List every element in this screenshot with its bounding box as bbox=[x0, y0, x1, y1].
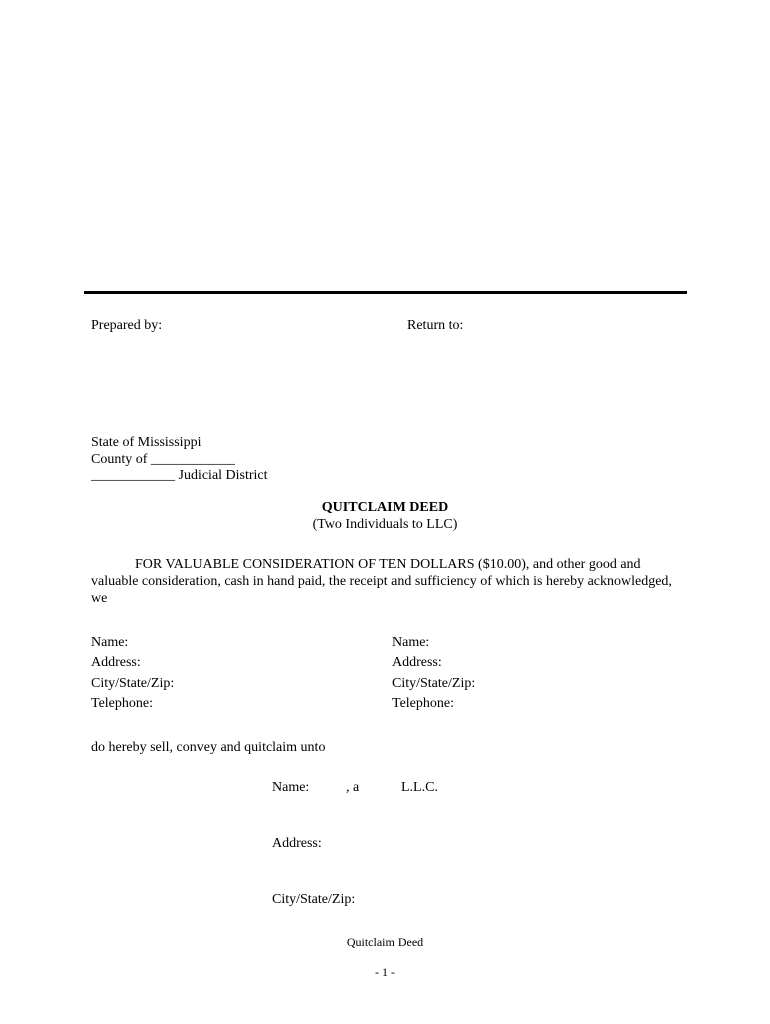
grantor2-address-label: Address: bbox=[392, 655, 442, 670]
grantor1-city-label: City/State/Zip: bbox=[91, 676, 175, 691]
top-rule bbox=[84, 291, 687, 294]
grantor1-name-label: Name: bbox=[91, 635, 129, 650]
grantor1-address-label: Address: bbox=[91, 655, 141, 670]
footer-document-title: Quitclaim Deed bbox=[346, 935, 424, 949]
footer-page-number: - 1 - bbox=[375, 965, 395, 979]
grantor2-telephone-label: Telephone: bbox=[392, 696, 454, 711]
deed-title: QUITCLAIM DEED bbox=[321, 500, 449, 515]
grantee-entity-connector: , a bbox=[346, 780, 360, 795]
prepared-by-label: Prepared by: bbox=[91, 318, 163, 333]
judicial-district-line: ____________ Judicial District bbox=[91, 468, 268, 483]
deed-subtitle: (Two Individuals to LLC) bbox=[312, 517, 458, 532]
grantee-llc-label: L.L.C. bbox=[401, 780, 438, 795]
state-line: State of Mississippi bbox=[91, 435, 202, 450]
grantee-name-label: Name: bbox=[272, 780, 310, 795]
conveyance-text: do hereby sell, convey and quitclaim unto bbox=[91, 740, 326, 755]
grantee-city-label: City/State/Zip: bbox=[272, 892, 356, 907]
grantor1-telephone-label: Telephone: bbox=[91, 696, 153, 711]
consideration-paragraph: FOR VALUABLE CONSIDERATION OF TEN DOLLARS ($10.00), and other good and valuable consideration, cash in hand paid, the receipt and sufficiency of which is hereby acknowledged, we bbox=[91, 557, 672, 606]
grantor2-name-label: Name: bbox=[392, 635, 430, 650]
county-line: County of ____________ bbox=[91, 452, 235, 467]
grantor2-city-label: City/State/Zip: bbox=[392, 676, 476, 691]
grantee-address-label: Address: bbox=[272, 836, 322, 851]
return-to-label: Return to: bbox=[407, 318, 464, 333]
